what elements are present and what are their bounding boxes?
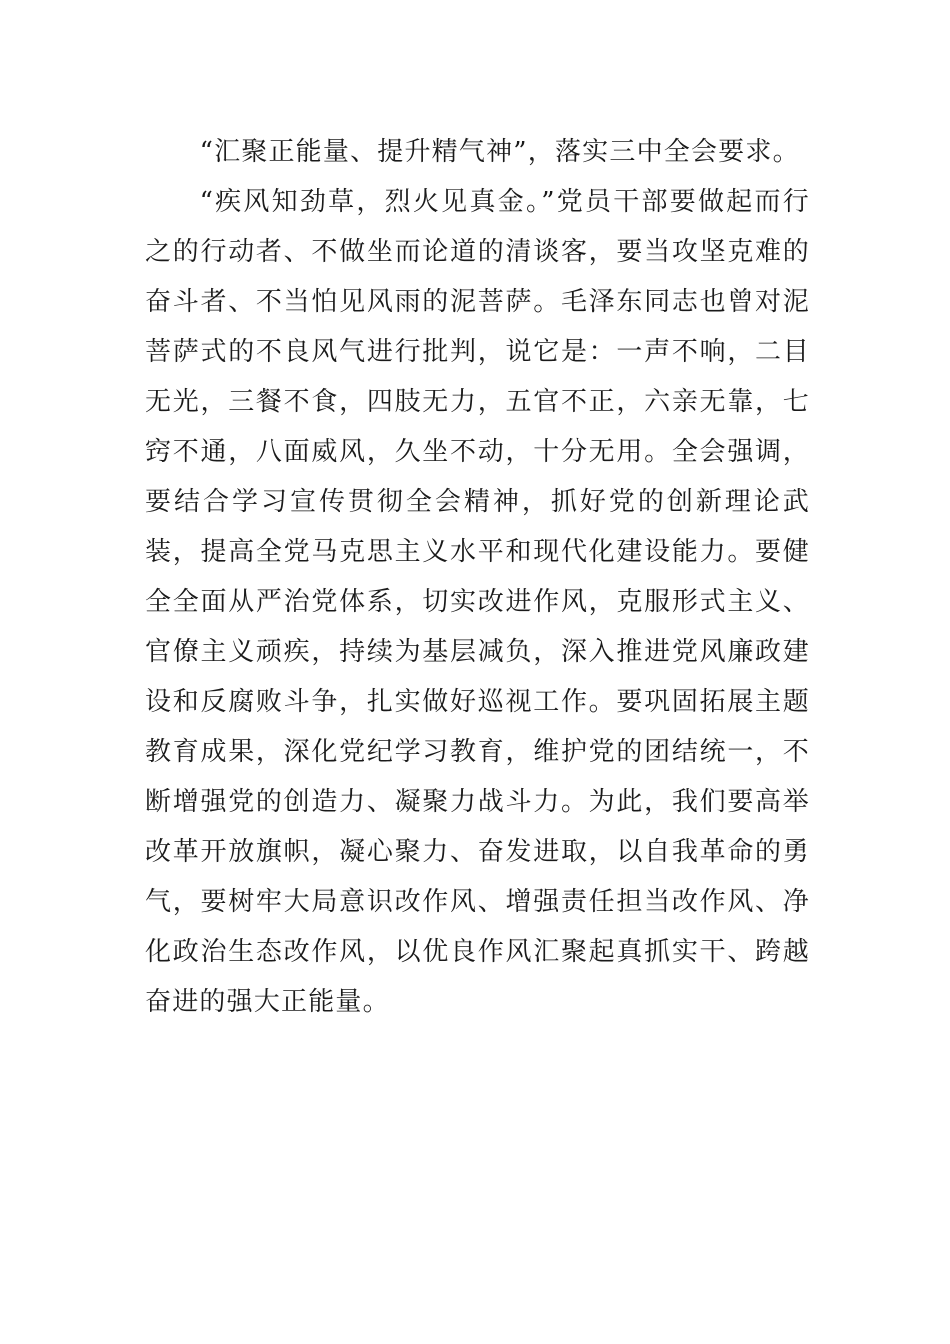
document-body — [145, 127, 810, 1027]
paragraph-main: “疾风知劲草，烈火见真金。”党员干部要做起而行之的行动者、不做坐而论道的清谈客，要当攻坚克难的奋斗者、不当怕见风雨的泥菩萨。毛泽东同志也曾对泥菩萨式的不良风气进行批判，说它是：一声不响，二目无光，三餐不食，四肢无力，五官不正，六亲无靠，七窍不通，八面威风，久坐不动，十分无用。全会强调，要结合学习宣传贯彻全会精神，抓好党的创新理论武装，提高全党马克思主义水平和现代化建设能力。要健全全面从严治党体系，切实改进作风，克服形式主义、官僚主义顽疾，持续为基层减负，深入推进党风廉政建设和反腐败斗争，扎实做好巡视工作。要巩固拓展主题教育成果，深化党纪学习教育，维护党的团结统一，不断增强党的创造力、凝聚力战斗力。为此，我们要高举改革开放旗帜，凝心聚力、奋发进取，以自我革命的勇气，要树牢大局意识改作风、增强责任担当改作风、净化政治生态改作风，以优良作风汇聚起真抓实干、跨越奋进的强大正能量。 — [145, 187, 810, 1017]
paragraph-summary: “汇聚正能量、提升精气神”，落实三中全会要求。 — [199, 137, 800, 167]
